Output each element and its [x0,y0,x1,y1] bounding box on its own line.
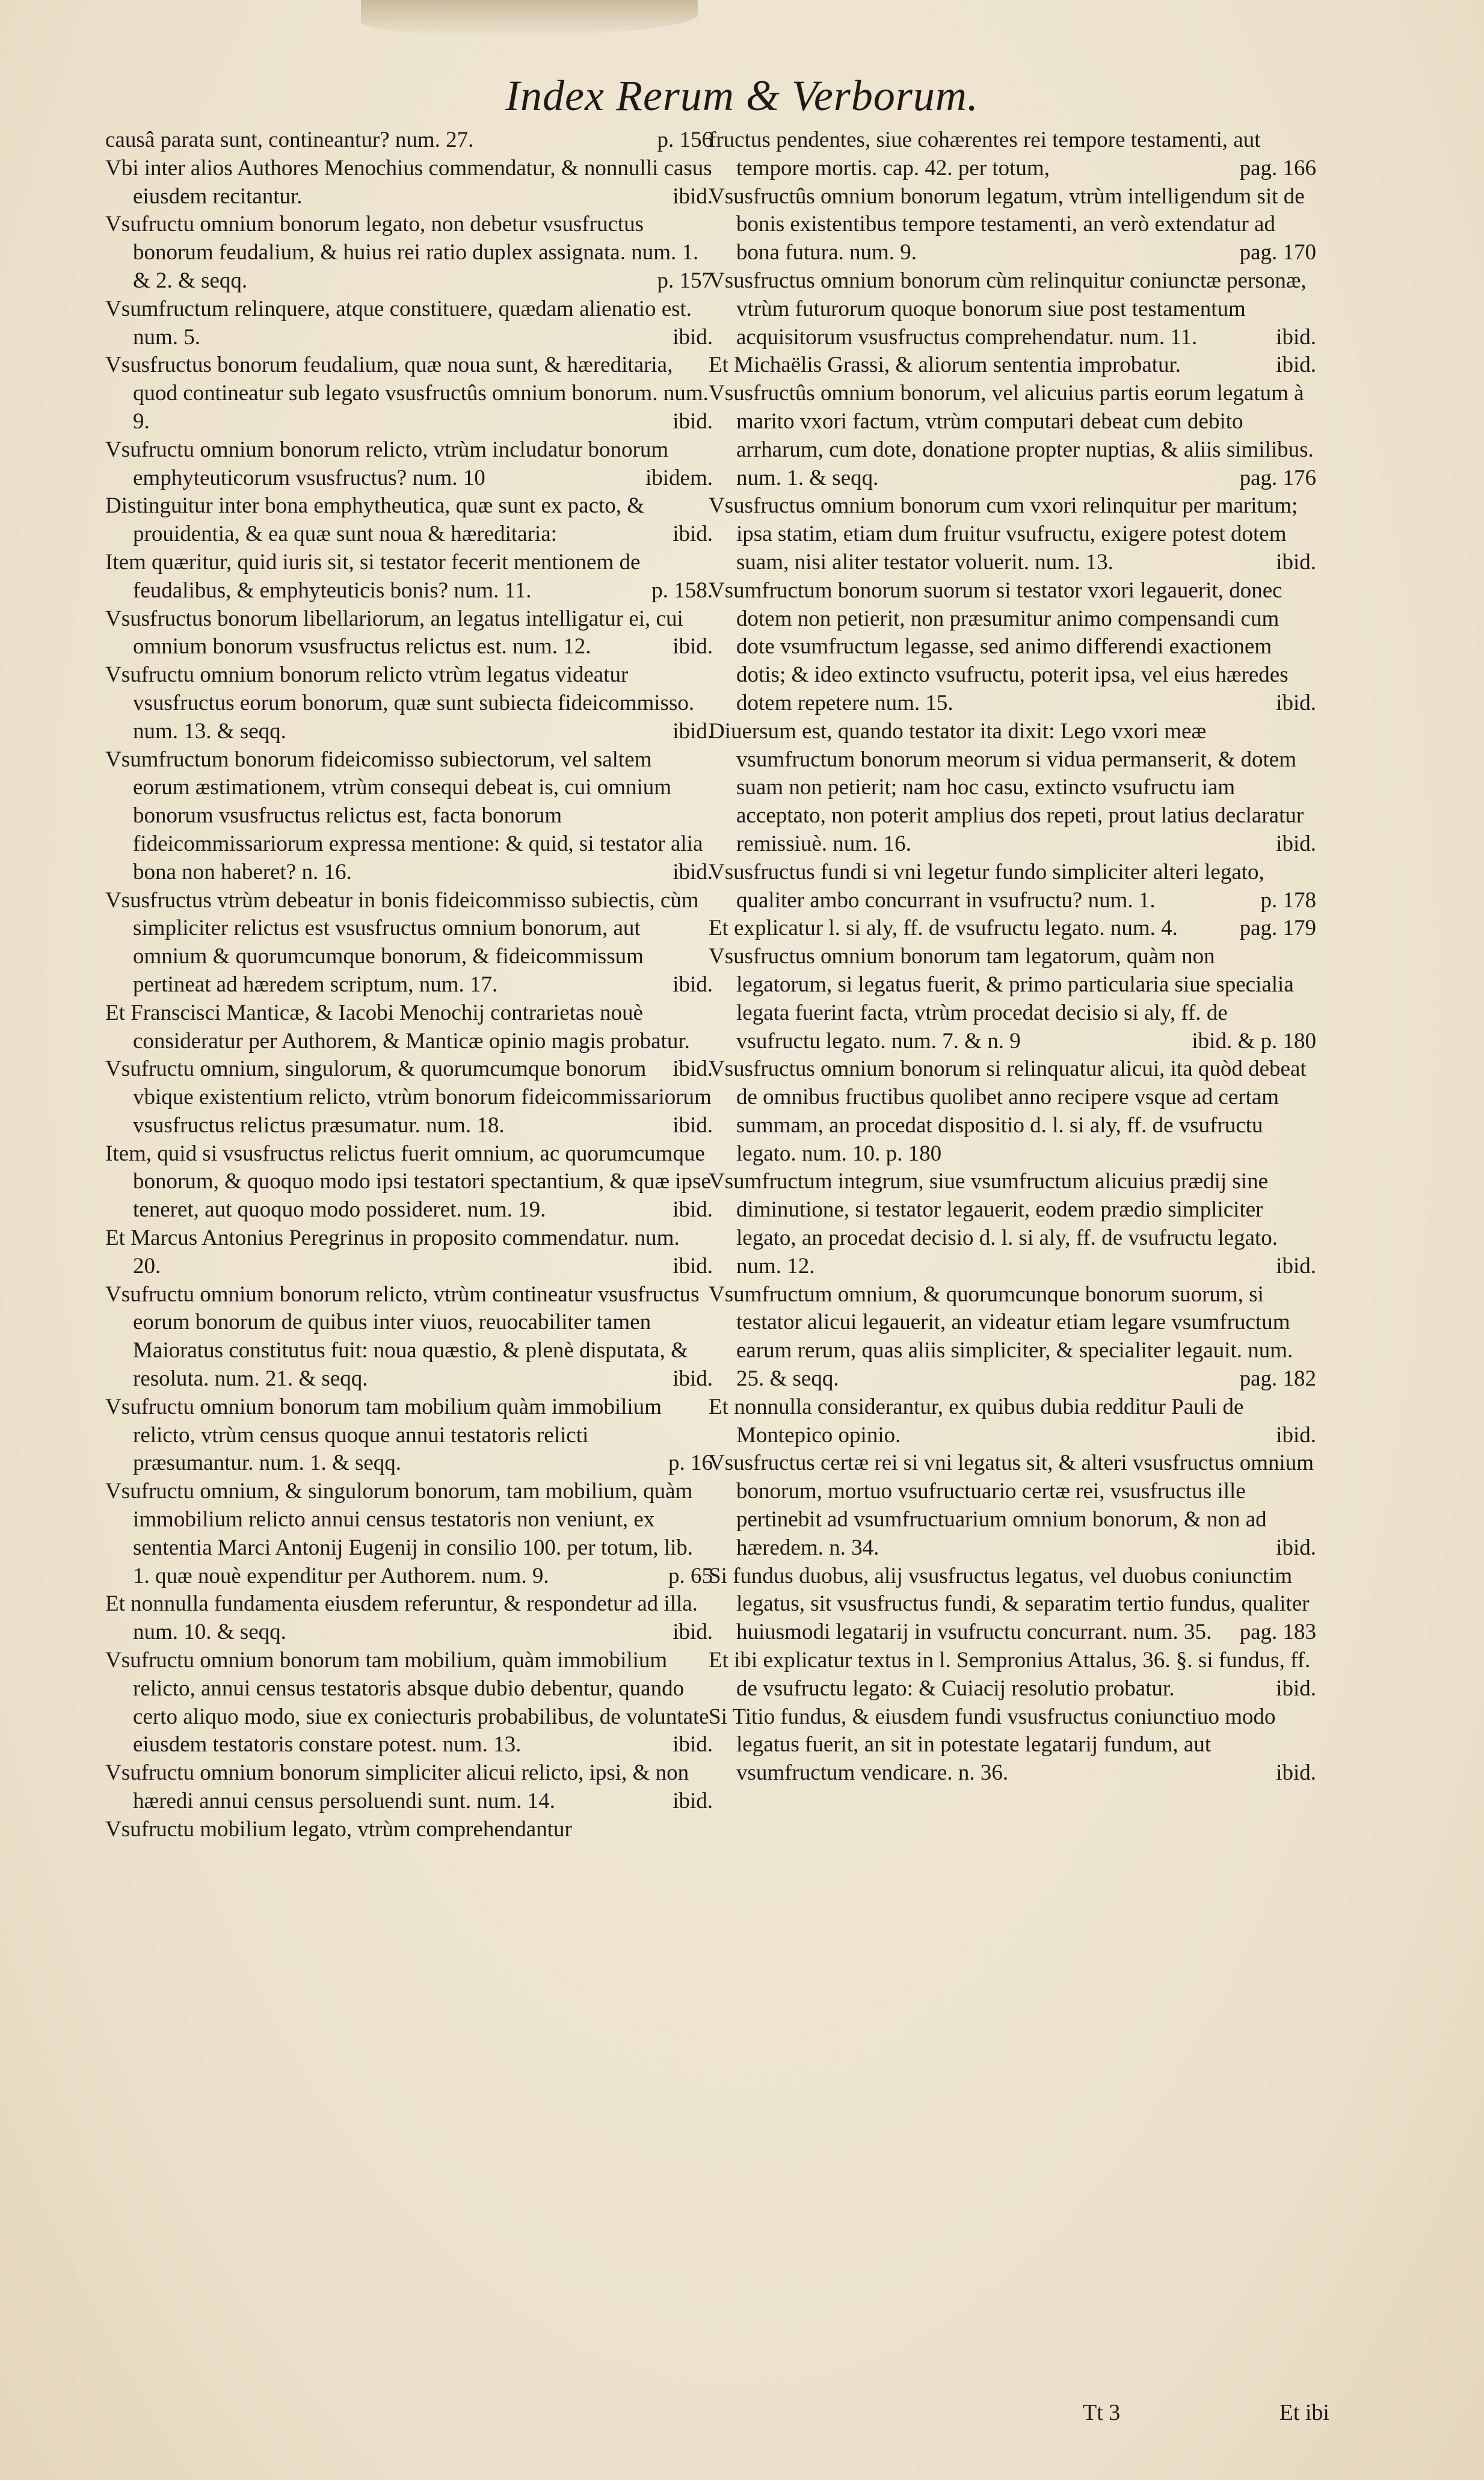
entry-text: Vsufructu omnium, & singulorum bonorum, tam mobilium, quàm immobilium relicto annui census testatoris non veniunt, ex sententia Marci Antonij Eugenij in consilio 100. per totum, lib. 1. quæ nouè expenditur per Authorem. num. 9. [105,1479,694,1588]
index-entry [105,746,713,887]
entry-text: Vsusfructus bonorum feudalium, quæ noua sunt, & hæreditaria, quod contineatur sub legato vsusfructûs omnium bonorum. num. 9. [105,353,709,434]
page-reference: ibid. [1276,1253,1316,1279]
page-reference: ibid. [673,1366,713,1392]
entry-text: Vsufructu omnium bonorum tam mobilium quàm immobilium relicto, vtrùm census quoque annui testatoris relicti præsumantur. num. 1. & seqq. [105,1394,662,1476]
page-reference: ibid. [673,409,713,434]
index-entry [105,492,713,549]
page-reference: ibid. [673,1253,713,1279]
page-reference: ibid. [1276,1760,1316,1786]
index-entry [105,295,713,352]
page-reference: p. 65 [668,1563,713,1588]
page-reference: ibid. [1276,549,1316,575]
index-entry [105,155,713,211]
index-entry [105,1393,713,1478]
page-reference: ibid. [1276,831,1316,856]
index-entry [709,183,1316,267]
index-entry [709,1055,1316,1168]
page-footer [1083,2399,1329,2426]
page-reference: ibid. [673,972,713,997]
index-entry [709,943,1316,1055]
page-reference: p. 156 [657,128,713,152]
index-entry [105,999,713,1082]
page-reference: pag. 182 [1239,1366,1316,1392]
signature-mark: Tt 3 [1083,2400,1121,2425]
index-entry [709,1703,1316,1788]
page-reference: pag. 176 [1239,465,1316,490]
index-entry [709,1281,1316,1393]
index-entry [709,1168,1316,1280]
page-reference: ibidem. [645,465,713,490]
page-reference: ibid. [1276,1676,1316,1701]
page-reference: ibid. [1276,353,1316,378]
page-title: Index Rerum & Verborum. [505,72,979,120]
entry-text: Vsufructu mobilium legato, vtrùm comprehendantur [105,1816,572,1842]
left-column [105,126,713,1844]
entry-text: causâ parata sunt, contineantur? num. 27. [105,128,474,152]
catchword: Et ibi [1279,2400,1329,2425]
page-reference: pag. 170 [1239,240,1316,265]
entry-text: Item quæritur, quid iuris sit, si testator fecerit mentionem de feudalibus, & emphyteuticis bonis? num. 11. [105,549,641,603]
page-reference: ibid. [1276,690,1316,715]
page-reference: p. 16 [668,1451,713,1476]
entry-text: Vsumfructum bonorum suorum si testator vxori legauerit, donec dotem non petierit, non præsumitur animo compensandi cum dote vsumfructum legasse, sed animo differendi exactionem dotis; & ideo extincto vsufructu, poterit ipsa, vel eius hæredes dotem repetere num. 15. [709,578,1288,715]
page-reference: p. 158. [651,578,713,603]
index-entry [709,1449,1316,1562]
page-reference: ibid. [673,184,713,209]
index-entry [105,1759,713,1816]
entry-text: Vsufructu omnium bonorum legato, non debetur vsusfructus bonorum feudalium, & huius rei ratio duplex assignata. num. 1. & 2. & seqq. [105,212,699,293]
index-entry [105,661,713,745]
entry-text: Vsusfructus certæ rei si vni legatus sit, & alteri vsusfructus omnium bonorum, mortuo vsufructuario certæ rei, vsusfructus ille pertinebit ad vsumfructuarium omnium bonorum, & non ad hæredem. n. 34. [709,1451,1314,1560]
index-entry [709,577,1316,718]
index-entry [709,718,1316,859]
index-entry [709,351,1316,380]
entry-text: Vsufructu omnium bonorum relicto, vtrùm includatur bonorum emphyteuticorum vsusfructus? num. 10 [105,437,669,490]
page-reference: ibid. [673,324,713,350]
page-reference: p. 178 [1260,887,1316,913]
entry-text: Vbi inter alios Authores Menochius commendatur, & nonnulli casus eiusdem recitantur. [105,155,712,209]
page-reference: ibid. [673,859,713,884]
index-entry [105,1478,713,1590]
page-reference: ibid. [1276,324,1316,350]
entry-text: Vsusfructus omnium bonorum cum vxori relinquitur per maritum; ipsa statim, etiam dum fruitur vsufructu, exigere potest dotem suam, nisi aliter testator voluerit. num. 13. [709,493,1298,575]
index-entry [709,267,1316,351]
entry-text: Vsusfructus fundi si vni legetur fundo simpliciter alteri legato, qualiter ambo concurrant in vsufructu? num. 1. [709,859,1264,913]
index-entry [709,1393,1316,1450]
index-entry [105,1140,713,1224]
entry-text: Vsumfructum bonorum fideicomisso subiectorum, vel saltem eorum æstimationem, vtrùm consequi debeat is, cui omnium bonorum vsusfructus relictus est, facta bonorum fideicommissariorum expressa mentione: & quid, si testator alia bona non haberet? n. 16. [105,747,703,884]
entry-text: Et explicatur l. si aly, ff. de vsufructu legato. num. 4. [709,916,1178,941]
entry-text: Vsumfructum relinquere, atque constituere, quædam alienatio est. num. 5. [105,296,692,350]
page-reference: ibid. [673,1620,713,1645]
entry-text: Vsusfructus vtrùm debeatur in bonis fideicommisso subiectis, cùm simpliciter relictus est vsusfructus omnium bonorum, aut omnium & quorumcumque bonorum, & fideicommissum pertineat ad hæredem scriptum, num. 17. [105,887,699,997]
index-entry [105,1816,713,1844]
page-reference: pag. 179 [1239,916,1316,941]
index-entry [105,211,713,295]
entry-text: Vsumfructum omnium, & quorumcunque bonorum suorum, si testator alicui legauerit, an videatur etiam legare vsumfructum earum rerum, quas aliis simpliciter, & specialiter legauit. num. 25. & seqq. [709,1282,1293,1392]
index-entry [105,1590,713,1647]
index-entry [709,380,1316,492]
entry-text: Vsufructu omnium bonorum relicto, vtrùm contineatur vsusfructus eorum bonorum de quibus inter viuos, reuocabiliter tamen Maioratus constitutus fuit: noua quæstio, & plenè disputata, & resoluta. num. 21. & seqq. [105,1282,700,1392]
entry-text: Et nonnulla considerantur, ex quibus dubia redditur Pauli de Montepico opinio. [709,1394,1244,1448]
index-entry [709,1647,1316,1703]
page-reference: pag. 166 [1239,155,1316,180]
index-entry [105,1055,713,1140]
entry-text: Et nonnulla fundamenta eiusdem referuntur, & respondetur ad illa. num. 10. & seqq. [105,1591,698,1645]
entry-text: Distinguitur inter bona emphytheutica, quæ sunt ex pacto, & prouidentia, & ea quæ sunt noua & hæreditaria: [105,493,645,547]
entry-text: fructus pendentes, siue cohærentes rei tempore testamenti, aut tempore mortis. cap. 42. per totum, [709,128,1261,180]
entry-text: Vsusfructûs omnium bonorum legatum, vtrùm intelligendum sit de bonis existentibus tempore testamenti, an verò extendatur ad bona futura. num. 9. [709,184,1305,265]
entry-text: Item, quid si vsusfructus relictus fuerit omnium, ac quorumcumque bonorum, & quoquo modo ipsi testatori spectantium, & quæ ipse teneret, aut quoquo modo possideret. num. 19. [105,1141,711,1223]
page-reference: p. 157 [657,268,713,293]
entry-text: Vsusfructus omnium bonorum tam legatorum, quàm non legatorum, si legatus fuerit, & primo particularia siue specialia legata fuerint facta, vtrùm procedat decisio si aly, ff. de vsufructu legato. num. 7. & n. 9 [709,944,1294,1053]
page-reference: ibid. [673,522,713,547]
index-entry [105,1281,713,1393]
entry-text: Si fundus duobus, alij vsusfructus legatus, vel duobus coniunctim legatus, sit vsusfructus fundi, & separatim tertio fundus, qualiter huiusmodi legatarij in vsufructu concurrant. num. 35. [709,1563,1310,1645]
entry-text: Vsufructu omnium, singulorum, & quorumcumque bonorum vbique existentium relicto, vtrùm bonorum fideicommissariorum vsusfructus relictus præsumatur. num. 18. [105,1056,712,1138]
index-entry [709,126,1316,183]
entry-text: Si Titio fundus, & eiusdem fundi vsusfructus coniunctiuo modo legatus fuerit, an sit in potestate legatarij fundum, aut vsumfructum vendicare. n. 36. [709,1704,1276,1786]
entry-text: Vsusfructus omnium bonorum cùm relinquitur coniunctæ personæ, vtrùm futurorum quoque bonorum siue post testamentum acquisitorum vsusfructus comprehendatur. num. 11. [709,268,1307,350]
entry-text: Vsufructu omnium bonorum simpliciter alicui relicto, ipsi, & non hæredi annui census persoluendi sunt. num. 14. [105,1760,689,1814]
page-reference: ibid. [673,1789,713,1814]
index-entry [105,126,713,155]
index-entry [105,351,713,436]
right-column [709,126,1316,1788]
page-reference: ibid. [673,718,713,744]
index-entry [105,1647,713,1759]
entry-text: Et Michaëlis Grassi, & aliorum sententia improbatur. [709,353,1181,378]
entry-text: Vsusfructus bonorum libellariorum, an legatus intelligatur ei, cui omnium bonorum vsusfructus relictus est. num. 12. [105,606,683,659]
entry-text: Vsusfructûs omnium bonorum, vel alicuius partis eorum legatum à marito vxori factum, vtrùm computari debeat cum debito arrharum, cum dote, donatione propter nuptias, & aliis similibus. num. 1. & seqq. [709,381,1314,490]
index-entry [105,549,713,605]
entry-text: Et ibi explicatur textus in l. Sempronius Attalus, 36. §. si fundus, ff. de vsufructu legato: & Cuiacij resolutio probatur. [709,1648,1311,1701]
index-entry [105,605,713,662]
page-reference: ibid. [1276,1422,1316,1448]
entry-text: Et Franscisci Manticæ, & Iacobi Menochij contrarietas nouè consideratur per Authorem, & Manticæ opinio magis probatur. [105,1000,690,1053]
index-entry [709,492,1316,576]
page-reference: ibid. [673,1112,713,1138]
entry-text: Diuersum est, quando testator ita dixit: Lego vxori meæ vsumfructum bonorum meorum si vidua permanserit, & dotem suam non petierit; nam hoc casu, extincto vsufructu iam acceptato, non poterit amplius dos repeti, prout latius declaratur remissiuè. num. 16. [709,718,1304,856]
page-reference: ibid. & p. 180 [1192,1028,1316,1053]
page-reference: ibid. [673,634,713,659]
page-reference: ibid. [1276,1535,1316,1560]
entry-text: Vsufructu omnium bonorum tam mobilium, quàm immobilium relicto, annui census testatoris absque dubio debentur, quando certo aliquo modo, siue ex coniecturis probabilibus, de voluntate eiusdem testatoris constare potest. num. 13. [105,1648,709,1757]
index-entry [709,915,1316,943]
index-entry [105,887,713,999]
entry-text: Vsumfructum integrum, siue vsumfructum alicuius prædij sine diminutione, si testator legauerit, eodem prædio simpliciter legato, an procedat decisio d. l. si aly, ff. de vsufructu legato. num. 12. [709,1169,1278,1279]
index-entry [709,1562,1316,1647]
index-entry [105,1224,713,1281]
entry-text: Vsufructu omnium bonorum relicto vtrùm legatus videatur vsusfructus eorum bonorum, quæ sunt subiecta fideicommisso. num. 13. & seqq. [105,662,695,744]
page-reference: ibid. [673,1197,713,1223]
entry-text: Vsusfructus omnium bonorum si relinquatur alicui, ita quòd debeat de omnibus fructibus quolibet anno recipere vsque ad certam summam, an procedat dispositio d. l. si aly, ff. de vsufructu legato. num. 10. p. 180 [709,1056,1307,1166]
page-reference: pag. 183 [1239,1620,1316,1645]
index-entry [105,436,713,493]
page-reference: ibid. [673,1056,713,1082]
index-entry [709,859,1316,915]
entry-text: Et Marcus Antonius Peregrinus in proposito commendatur. num. 20. [105,1226,680,1279]
page-reference: ibid. [673,1732,713,1757]
